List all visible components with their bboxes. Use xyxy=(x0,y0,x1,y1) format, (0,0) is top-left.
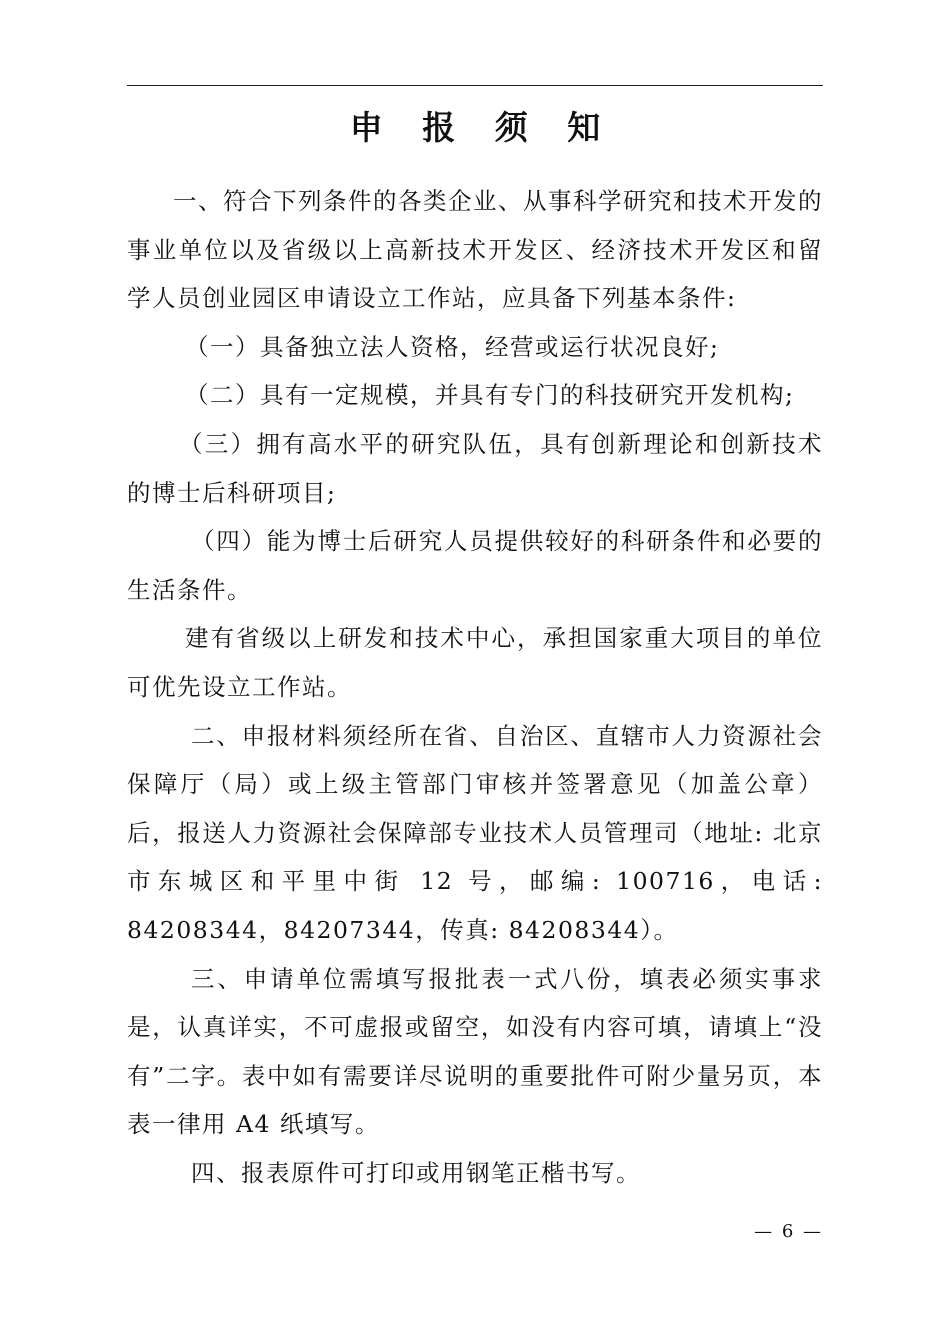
paragraph-printing: 四、报表原件可打印或用钢笔正楷书写。 xyxy=(191,1158,641,1187)
paragraph-condition-3: （三）拥有高水平的研究队伍，具有创新理论和创新技术的博士后科研项目; xyxy=(127,429,823,507)
header-rule xyxy=(127,85,823,86)
document-body xyxy=(127,177,823,1197)
page-number: — 6 — xyxy=(754,1221,823,1242)
paragraph-condition-1: （一）具备独立法人资格，经营或运行状况良好; xyxy=(185,332,720,361)
paragraph-conditions: 一、符合下列条件的各类企业、从事科学研究和技术开发的事业单位以及省级以上高新技术开发区、经济技术开发区和留学人员创业园区申请设立工作站，应具备下列基本条件: xyxy=(127,187,823,313)
paragraph-submission: 二、申报材料须经所在省、自治区、直辖市人力资源社会保障厅（局）或上级主管部门审核并签署意见（加盖公章）后，报送人力资源社会保障部专业技术人员管理司（地址: 北京市东城区和平里中街 12 号，邮编: 100716，电话: 84208344，84207344，传真: 84208344）。 xyxy=(127,721,823,944)
document-title: 申 报 须 知 xyxy=(349,108,615,147)
paragraph-condition-2: （二）具有一定规模，并具有专门的科技研究开发机构; xyxy=(185,381,795,410)
paragraph-condition-4: （四）能为博士后研究人员提供较好的科研条件和必要的生活条件。 xyxy=(127,527,823,604)
paragraph-priority: 建有省级以上研发和技术中心，承担国家重大项目的单位可优先设立工作站。 xyxy=(127,624,823,701)
paragraph-form-filling: 三、申请单位需填写报批表一式八份，填表必须实事求是，认真详实，不可虚报或留空，如没有内容可填，请填上“没有”二字。表中如有需要详尽说明的重要批件可附少量另页，本表一律用 A4 纸填写。 xyxy=(127,964,823,1139)
